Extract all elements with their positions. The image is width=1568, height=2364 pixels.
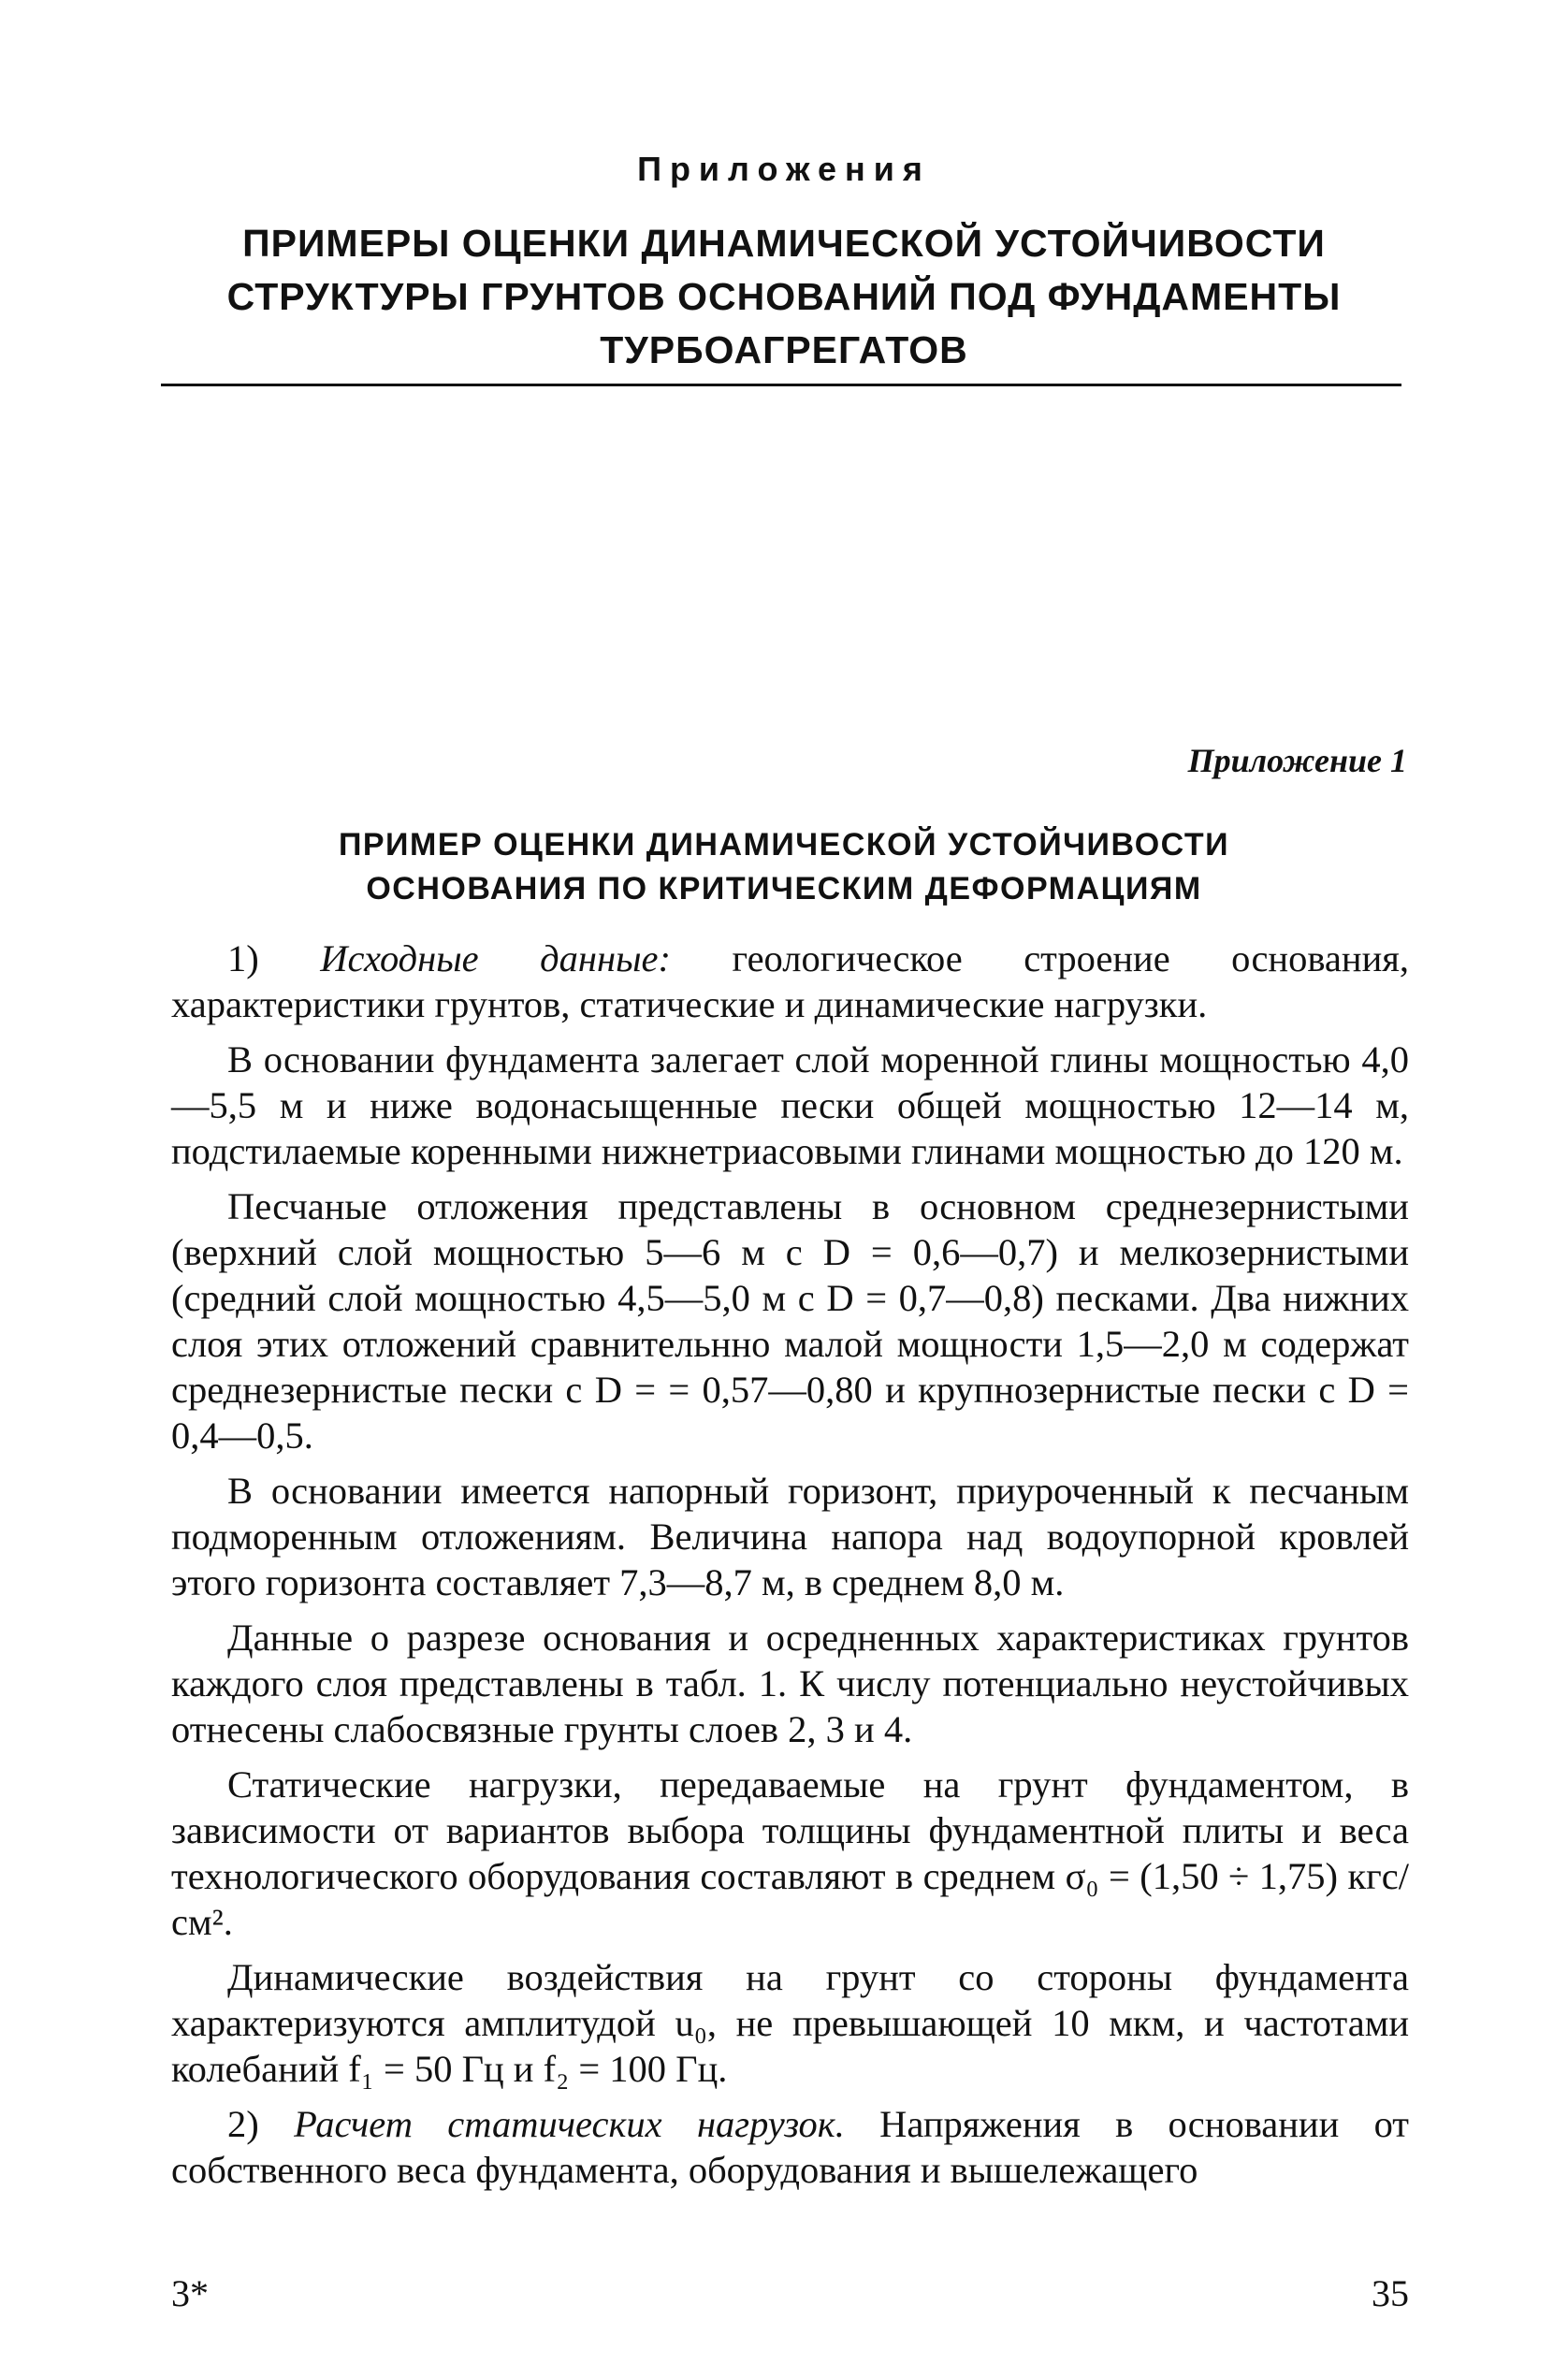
paragraph-lead: Исходные данные: xyxy=(320,937,671,979)
paragraph-moraine-clay: В основании фундамента залегает слой моренной глины мощностью 4,0—5,5 м и ниже водонасыщенные пески общей мощностью 12—14 м, подстилаемые коренными нижнетриасовыми глинами мощностью до 120 м. xyxy=(171,1038,1409,1172)
sub-heading xyxy=(140,823,1428,911)
sub-heading-line: ОСНОВАНИЯ ПО КРИТИЧЕСКИМ ДЕФОРМАЦИЯМ xyxy=(366,871,1202,906)
item-number: 2) xyxy=(227,2103,259,2145)
paragraph-text: Напряжения в основании от собственного веса фундамента, оборудования и вышележащего xyxy=(171,2103,1409,2191)
main-heading-line: ТУРБОАГРЕГАТОВ xyxy=(600,328,968,371)
paragraph-sand-deposits: Песчаные отложения представлены в основном среднезернистыми (верхний слой мощностью 5—6 м с D = 0,6—0,7) и мелкозернистыми (средний слой мощностью 4,5—5,0 м с D = 0,7—0,8) песками. Два нижних слоя этих отложений сравнительнно малой мощности 1,5—2,0 м содержат среднезернистые пески с D = = 0,57—0,80 и крупнозернистые пески с D = 0,4—0,5. xyxy=(171,1185,1409,1457)
page-number: 35 xyxy=(1372,2272,1409,2314)
main-heading xyxy=(140,217,1428,377)
section-title: Приложения xyxy=(637,150,931,188)
paragraph-lead: Расчет статических нагрузок. xyxy=(294,2103,845,2145)
item-number: 1) xyxy=(227,937,259,979)
main-heading-line: СТРУКТУРЫ ГРУНТОВ ОСНОВАНИЙ ПОД ФУНДАМЕНТЫ xyxy=(226,275,1342,318)
sub-heading-line: ПРИМЕР ОЦЕНКИ ДИНАМИЧЕСКОЙ УСТОЙЧИВОСТИ xyxy=(338,827,1230,863)
body-text xyxy=(171,935,1409,2202)
signature-mark: 3* xyxy=(171,2272,209,2314)
paragraph-pressure-horizon: В основании имеется напорный горизонт, приуроченный к песчаным подморенным отложениям. Величина напора над водоупорной кровлей этого горизонта составляет 7,3—8,7 м, в среднем 8,0 м. xyxy=(171,1470,1409,1603)
paragraph-initial-data xyxy=(171,935,1409,1027)
paragraph-text: геологическое строение основания, характеристики грунтов, статические и динамические нагрузки. xyxy=(171,937,1410,1025)
paragraph-static-calc xyxy=(171,2101,1409,2193)
appendix-label: Приложение 1 xyxy=(1187,742,1407,779)
heading-divider xyxy=(161,384,1401,386)
paragraph-dynamic-loads: Динамические воздействия на грунт со стороны фундамента характеризуются амплитудой u₀, не превышающей 10 мкм, и частотами колебаний f₁ = 50 Гц и f₂ = 100 Гц. xyxy=(171,1956,1409,2090)
main-heading-line: ПРИМЕРЫ ОЦЕНКИ ДИНАМИЧЕСКОЙ УСТОЙЧИВОСТИ xyxy=(242,222,1326,265)
paragraph-section-data: Данные о разрезе основания и осредненных характеристиках грунтов каждого слоя представлены в табл. 1. К числу потенциально неустойчивых отнесены слабосвязные грунты слоев 2, 3 и 4. xyxy=(171,1617,1409,1750)
paragraph-static-loads: Статические нагрузки, передаваемые на грунт фундаментом, в зависимости от вариантов выбора толщины фундаментной плиты и веса технологического оборудования составляют в среднем σ₀ = (1,50 ÷ 1,75) кгс/см². xyxy=(171,1763,1409,1943)
